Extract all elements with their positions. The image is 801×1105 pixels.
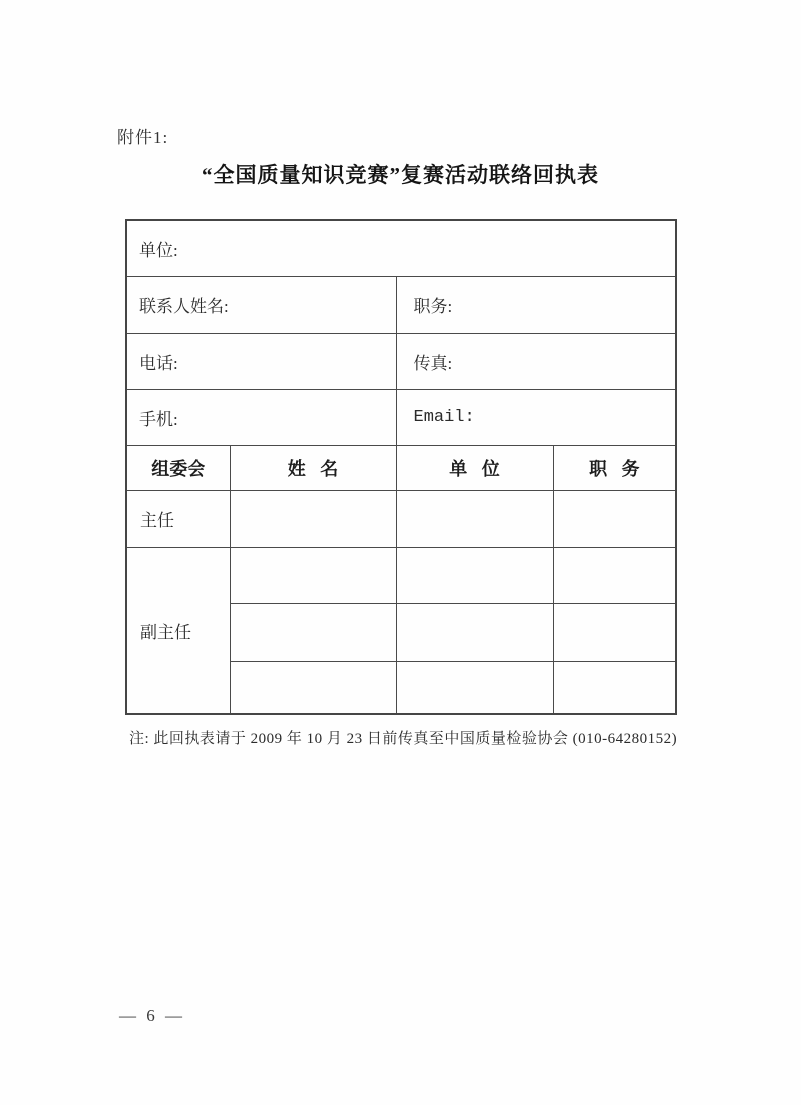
row-contact	[126, 276, 676, 333]
blank-cell	[553, 547, 676, 603]
reply-form-table	[125, 219, 677, 715]
phone-label-cell: 电话:	[126, 333, 396, 389]
blank-cell	[230, 603, 396, 661]
email-label-cell: Email:	[396, 389, 676, 445]
blank-cell	[553, 661, 676, 714]
blank-cell	[553, 490, 676, 547]
mobile-label-cell: 手机:	[126, 389, 396, 445]
row-unit	[126, 220, 676, 276]
blank-cell	[396, 603, 553, 661]
name-header-col: 姓 名	[230, 445, 396, 490]
blank-cell	[230, 547, 396, 603]
contact-name-label-cell: 联系人姓名:	[126, 276, 396, 333]
unit-label-cell: 单位:	[126, 220, 676, 276]
row-mobile	[126, 389, 676, 445]
director-role-cell: 主任	[126, 490, 230, 547]
fax-instruction-note: 注: 此回执表请于 2009 年 10 月 23 日前传真至中国质量检验协会 (010-64280152)	[129, 731, 678, 747]
blank-cell	[230, 661, 396, 714]
position-label-cell: 职务:	[396, 276, 676, 333]
position-header-col: 职 务	[553, 445, 676, 490]
row-deputy-1	[126, 547, 676, 603]
blank-cell	[553, 603, 676, 661]
page-number: — 6 —	[119, 1006, 185, 1025]
blank-cell	[230, 490, 396, 547]
row-committee-header	[126, 445, 676, 490]
fax-label-cell: 传真:	[396, 333, 676, 389]
blank-cell	[396, 547, 553, 603]
attachment-label: 附件1:	[117, 128, 169, 147]
blank-cell	[396, 490, 553, 547]
document-title: “全国质量知识竞赛”复赛活动联络回执表	[202, 163, 599, 187]
row-phone	[126, 333, 676, 389]
row-director	[126, 490, 676, 547]
unit-header-col: 单 位	[396, 445, 553, 490]
deputy-director-role-cell: 副主任	[126, 547, 230, 714]
committee-header-col: 组委会	[126, 445, 230, 490]
blank-cell	[396, 661, 553, 714]
